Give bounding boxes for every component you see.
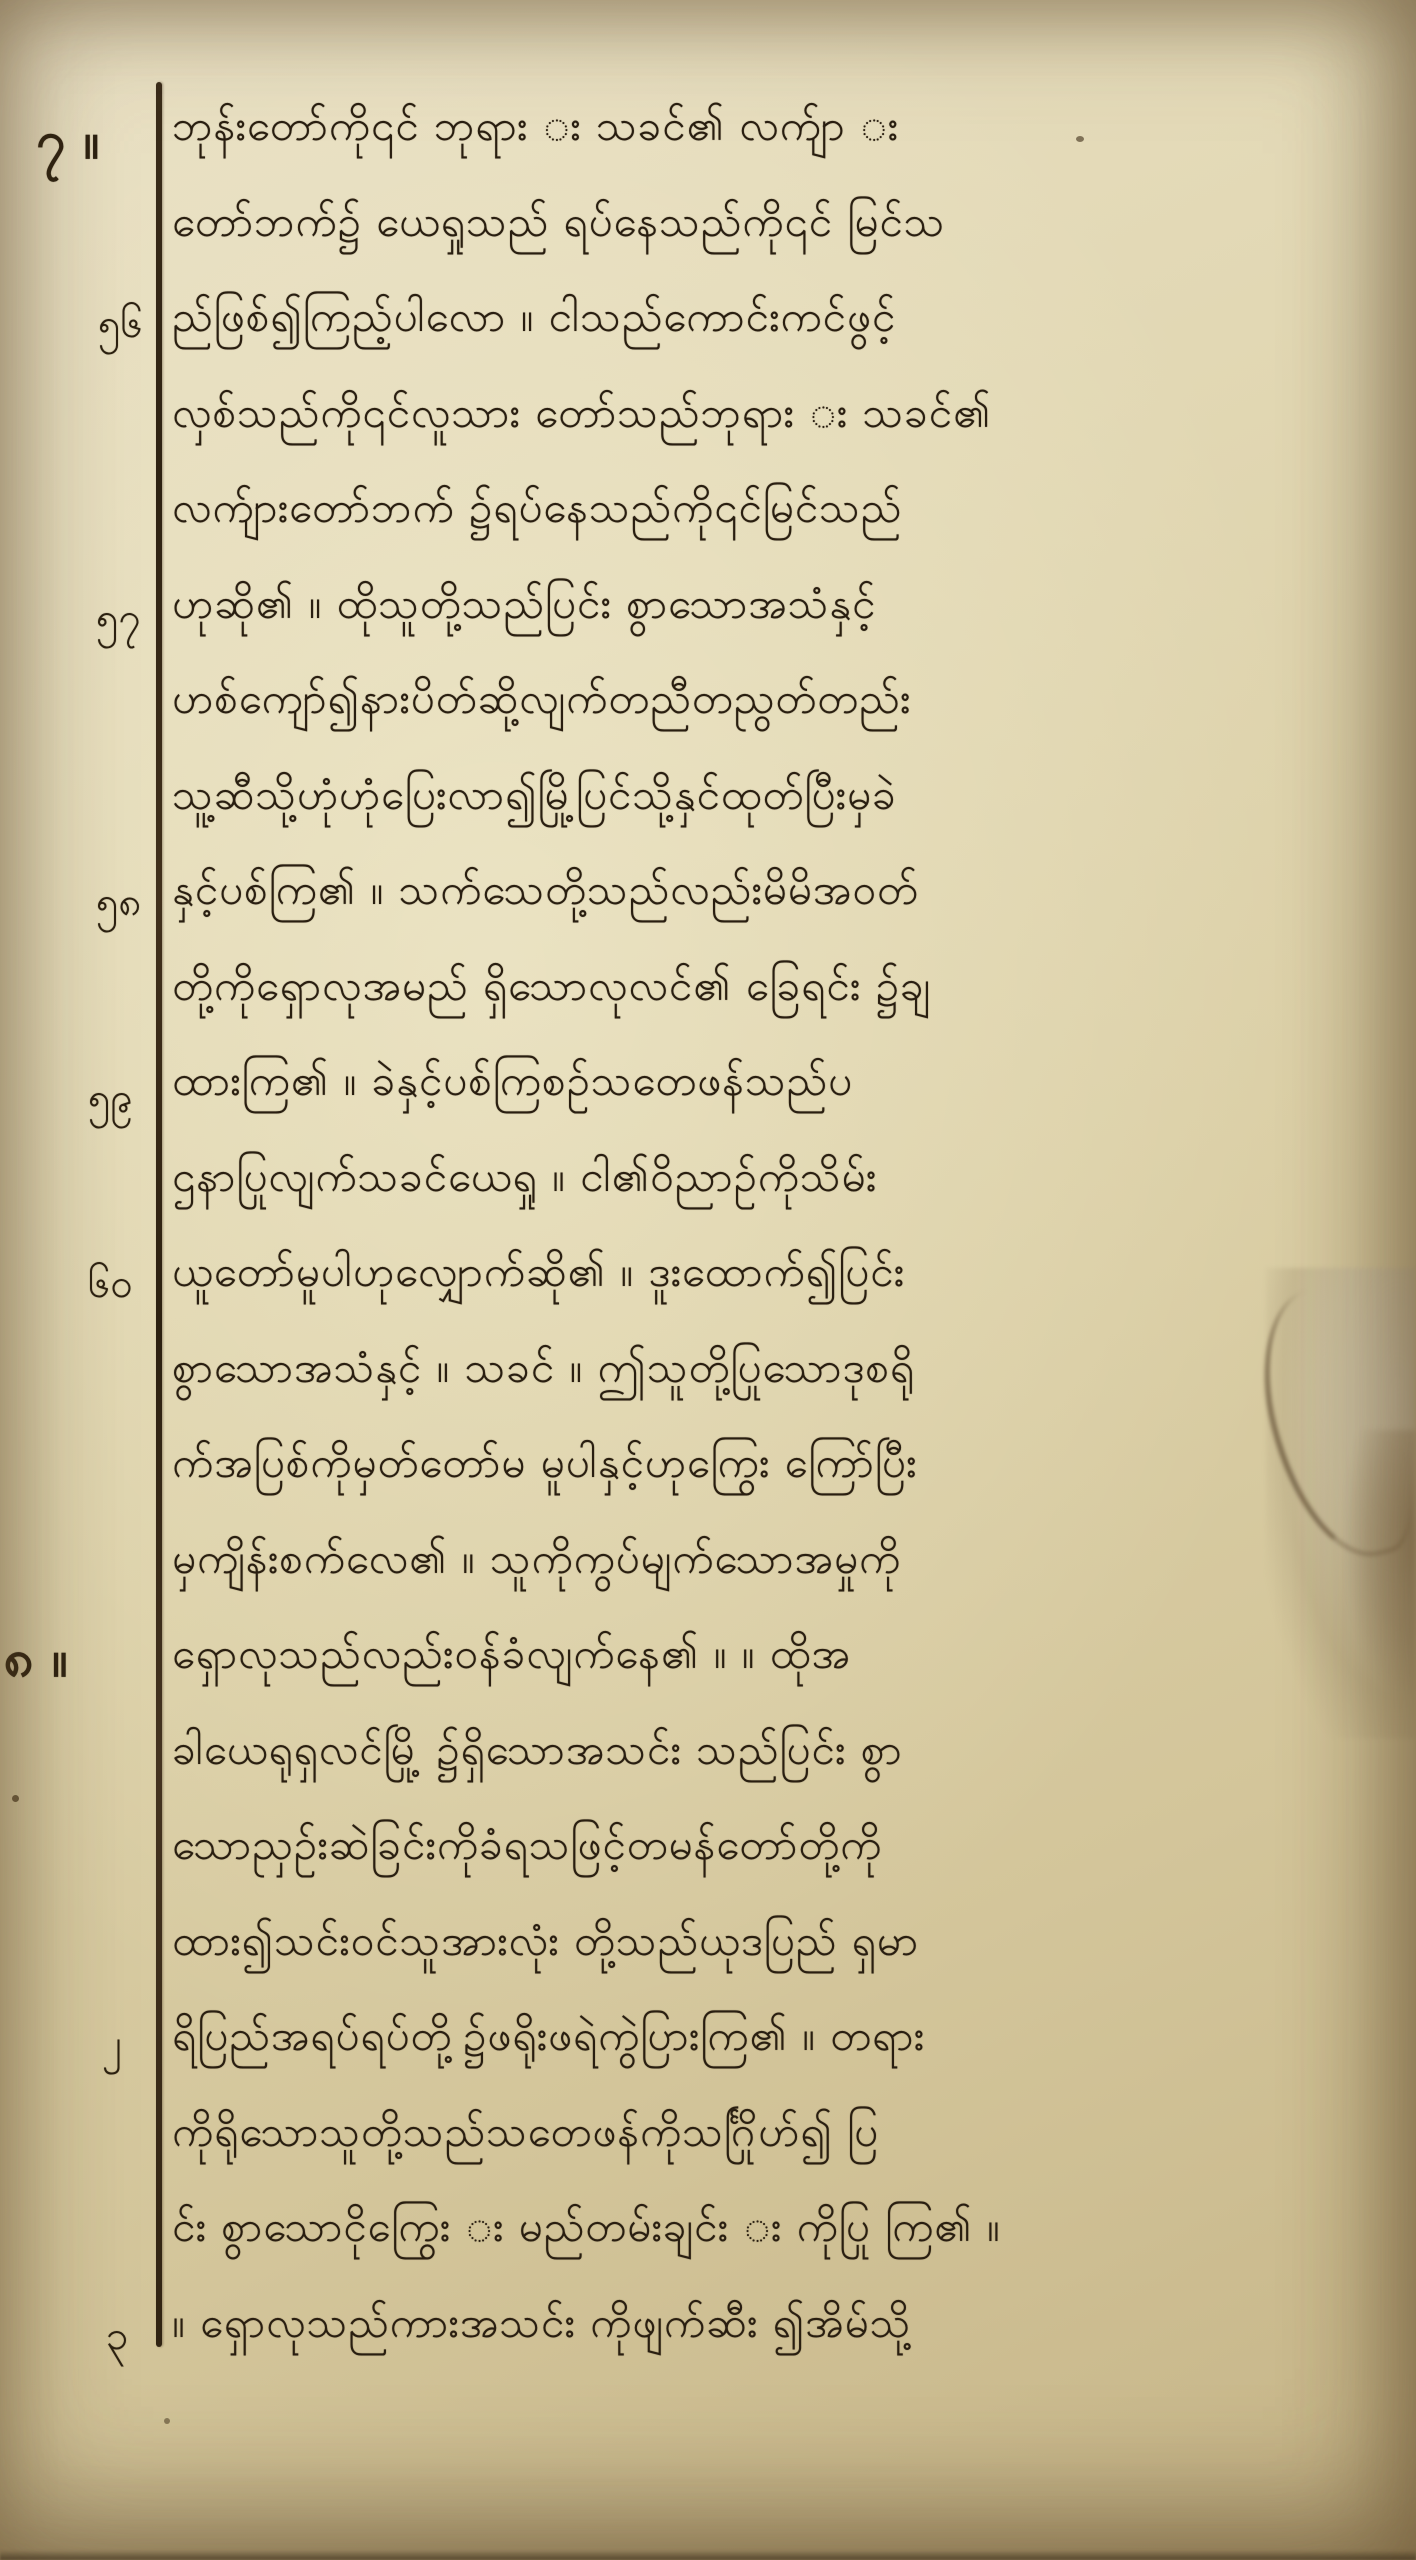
text-line: ဟစ်ကျော်၍နားပိတ်ဆို့လျက်တညီတညွတ်တည်း [172, 674, 912, 723]
verse-number: ၃ [106, 2313, 129, 2359]
ink-speck [164, 2418, 170, 2424]
text-line: တို့ကိုရှောလုအမည် ရှိသောလုလင်၏ ခြေရင်း ၌ချ [172, 960, 932, 1010]
text-column [172, 78, 1400, 2370]
ink-speck [12, 1795, 19, 1802]
text-line: ထားကြ၏ ။ ခဲနှင့်ပစ်ကြစဉ်သတေဖန်သည်ပ [172, 1056, 853, 1105]
chapter-number: ၇ ။ [36, 111, 100, 171]
paper-stain-shadow [1346, 1430, 1416, 1690]
verse-number: ၅၉ [88, 1075, 133, 1121]
text-line: တော်ဘက်၌ ယေရှုသည် ရပ်နေသည်ကို၎င် မြင်သ [172, 196, 946, 246]
text-line: ခါယေရုရှလင်မြို့ ၌ရှိသောအသင်း သည်ပြင်း စွာ [172, 1724, 903, 1774]
text-line: ည်ဖြစ်၍ကြည့်ပါလော ။ ငါသည်ကောင်းကင်ဖွင့် [172, 292, 897, 341]
text-line: ရိပြည်အရပ်ရပ်တို့၌ဖရိုးဖရဲကွဲပြားကြ၏ ။ တရား [172, 2011, 926, 2060]
verse-number: ၆၀ [88, 1261, 133, 1307]
text-line: ဌနာပြုလျက်သခင်ယေရှု ။ ငါ၏ဝိညာဉ်ကိုသိမ်း [172, 1151, 878, 1201]
verse-number: ၅၇ [96, 595, 141, 641]
verse-number: ၅၆ [98, 301, 143, 347]
ink-speck [1076, 136, 1084, 142]
text-line: ဘုန်းတော်ကို၎င် ဘုရား း သခင်၏ လက်ျာ း [172, 101, 899, 150]
text-line: ဟုဆို၏ ။ ထိုသူတို့သည်ပြင်း စွာသောအသံနှင့် [172, 578, 877, 628]
text-line: ကိုရိုသောသူတို့သည်သတေဖန်ကိုသင်္ဂြိုဟ်၍ ပြ [172, 2106, 880, 2156]
chapter-number: ၈ ။ [4, 1629, 68, 1689]
text-line: ထား၍သင်းဝင်သူအားလုံး တို့သည်ယုဒပြည် ရှမာ [172, 1915, 920, 1965]
verse-number: ၅၈ [96, 879, 142, 925]
text-line: က်အပြစ်ကိုမှတ်တော်မ မူပါနှင့်ဟုကြွေး ကြော်ပြီး [172, 1438, 918, 1487]
text-line: သောညှဉ်းဆဲခြင်းကိုခံရသဖြင့်တမန်တော်တို့ကို [172, 1820, 883, 1869]
text-line: လှစ်သည်ကို၎င်လူသား တော်သည်ဘုရား း သခင်၏ [172, 387, 992, 437]
text-line: စွာသောအသံနှင့် ။ သခင် ။ ဤသူတို့ပြုသောဒုစရို [172, 1342, 916, 1392]
scan-bottom-edge [0, 2550, 1416, 2560]
text-line: ယူတော်မူပါဟုလျှောက်ဆို၏ ။ ဒူးထောက်၍ပြင်း [172, 1247, 906, 1296]
text-line: ။ ရှောလုသည်ကားအသင်း ကိုဖျက်ဆီး ၍အိမ်သို့ [172, 2297, 912, 2347]
text-line: လက်ျားတော်ဘက် ၌ရပ်နေသည်ကို၎င်မြင်သည် [172, 483, 903, 532]
column-rule [156, 82, 162, 2347]
text-line: နှင့်ပစ်ကြ၏ ။ သက်သေတို့သည်လည်းမိမိအဝတ် [172, 865, 919, 914]
text-line: ရှောလုသည်လည်းဝန်ခံလျက်နေ၏ ။ ။ ထိုအ [172, 1629, 851, 1678]
verse-number: ၂ [102, 2021, 122, 2067]
text-line: င်း စွာသောငိုကြွေး း မည်တမ်းချင်း း ကိုပြု ကြ၏ ။ [172, 2202, 1001, 2251]
text-line: မှကျိန်းစက်လေ၏ ။ သူကိုကွပ်မျက်သောအမှုကို [172, 1533, 902, 1583]
text-line: သူ့ဆီသို့ဟုံဟုံပြေးလာ၍မြို့ပြင်သို့နှင်ထုတ်ပြီးမှခဲ [172, 769, 897, 819]
